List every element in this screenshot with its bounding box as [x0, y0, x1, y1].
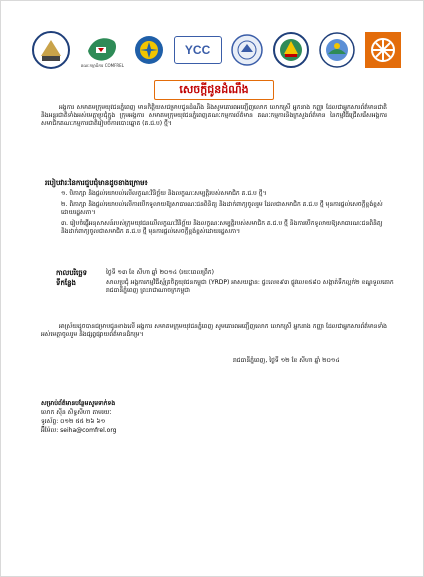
contact-phone: ទូរស័ព្ទ: ០១២ ៥៥ ២៦ ៦១	[41, 418, 106, 425]
time-row	[56, 269, 396, 277]
closing-paragraph: អាស្រ័យដូចបានជម្រាបជូនខាងលើ អង្គការ សមាគមក្រុមយុវជនភ្នំពេញ សូមគោរពអញ្ជើញលោក លោកស្រី អ្នកនាង កញ្ញា ដែលជាអ្នកសារព័ត៌មានទាំងអស់មេត្តាចូលរួម និងផ្សព្វផ្សាយព័ត៌មានដ៏កម្រ។	[41, 323, 387, 338]
seal-logo-1	[231, 34, 263, 66]
ncdd-logo	[31, 30, 71, 70]
seal-logo-2	[273, 32, 309, 68]
comfrel-caption: គណៈកម្មាធិការ COMFREL	[80, 62, 124, 68]
time-label: កាលបរិច្ឆេទ	[56, 269, 88, 277]
contact-heading: សម្រាប់ព័ត៌មានបន្ថែមសូមទាក់ទង	[41, 400, 116, 407]
agenda-item-2: ២. ពិភាក្សា និងផ្តល់យោបល់លើការបើកទូលាយឱ្យសាធារណៈជនពិនិត្យ និងដាក់ពាក្យចូលរួម ដែលជាសមាជិក គ.ជ.ប ថ្មី មុនការផ្តល់សេចក្តីខ្ពង់ខ្ពស់ដោយរដ្ឋសភា។	[61, 201, 383, 216]
ycc-text: YCC	[174, 36, 222, 64]
ycc-circle-logo	[134, 35, 164, 65]
contact-name: លោក ស៊ីន សិទ្ធសីហា តាមរយៈ	[41, 409, 112, 416]
title-box	[154, 80, 274, 100]
place-row	[56, 279, 396, 295]
agenda-list	[61, 190, 391, 239]
place-label: ទីកន្លែង	[56, 279, 76, 287]
place-value: សាលប្រជុំ អង្គការកម្មវិធីស្ម័គ្រចិត្តយុវជនកម្ពុជា (YRDP) អាសយដ្ឋាន: ផ្ទះលេខ៩៣ ផ្លូវលេខ៥៨០ សង្កាត់ទឹកល្អក់២ ខណ្ឌទួលគោក រាជធានីភ្នំពេញ ព្រះរាជាណាចក្រកម្ពុជា	[106, 279, 394, 294]
meeting-details	[56, 269, 396, 297]
comfrel-logo	[81, 33, 124, 68]
intro-paragraph: អង្គការ សមាគមក្រុមយុវជនភ្នំពេញ មានកិត្តិយសជម្រាបជូនដំណឹង និងសូមគោរពអញ្ជើញលោក លោកស្រី អ្នកនាង កញ្ញា ដែលជាអ្នកសារព័ត៌មានជាតិ និងអន្តរជាតិទាំងអស់មេត្តាប្រជុំក្នុង ក្រុមអង្គការ សមាគមក្រុមយុវជនភ្នំពេញគណៈកម្មការព័ត៌មាន គណៈកម្មការនិងក្រសួងព័ត៌មាន នៃកម្មវិធីជ្រើសរើសអង្គការសមាជិកគណៈកម្មការជាតិរៀបចំការបោះឆ្នោត (គ.ជ.ប) ថ្មី។	[41, 104, 387, 127]
orange-logo	[365, 32, 401, 68]
agenda-item-3: ៣. រៀបចំផ្ញើអនុសាសន៍របស់ក្រុមយុវជនលើលក្ខណៈវិនិច្ឆ័យ និងលក្ខណៈសម្បត្តិរបស់សមាជិក គ.ជ.ប ថ្មី និងការបើកទូលាយឱ្យសាធារណៈជនពិនិត្យ និងដាក់ពាក្យចូលជាសមាជិក គ.ជ.ប ថ្មី មុនការផ្តល់សេចក្តីខ្ពង់ខ្ពស់ដោយរដ្ឋសភា។	[61, 220, 383, 235]
time-value: ថ្ងៃទី ១៣ ខែ សីហា ឆ្នាំ ២០១៤ (រយៈពេលព្រឹក)	[106, 269, 214, 276]
contact-block	[41, 399, 117, 435]
document-title: សេចក្តីជូនដំណឹង	[179, 83, 249, 96]
seal-logo-3	[319, 32, 355, 68]
logo-strip	[31, 25, 401, 75]
contact-email[interactable]: អ៊ីម៉ែល: seiha@comfrel.org	[41, 427, 117, 434]
ycc-logo	[174, 36, 222, 64]
agenda-item-1: ១. បិភាក្សា និងផ្តល់យោបល់លើលក្ខណៈវិនិច្ឆ័យ និងលក្ខណៈសម្បត្តិរបស់សមាជិក គ.ជ.ប ថ្មី។	[61, 190, 267, 197]
date-line: រាជធានីភ្នំពេញ, ថ្ងៃទី ១២ ខែ សីហា ឆ្នាំ ២០១៤	[233, 357, 340, 364]
agenda-heading: របៀបវារៈនៃការជួបជុំមានដូចខាងក្រោម៖	[45, 179, 148, 187]
